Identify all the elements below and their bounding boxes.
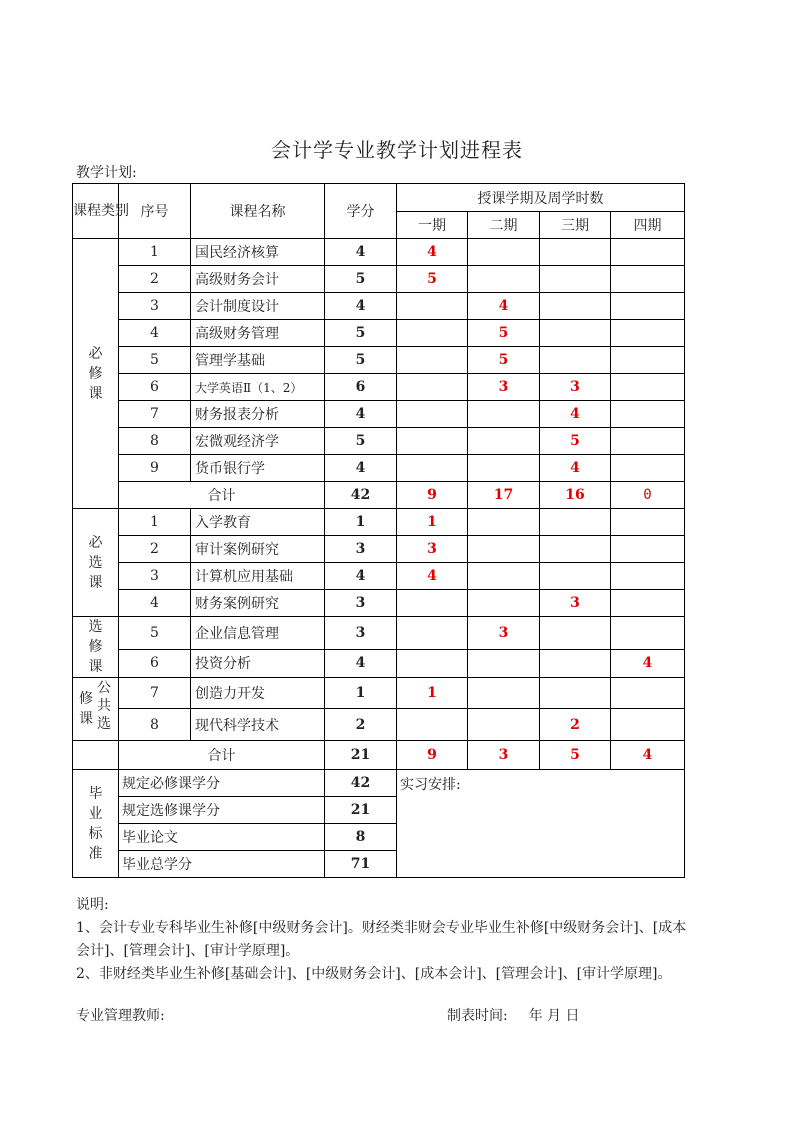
course-name: 计算机应用基础	[191, 563, 325, 590]
category-graduation	[73, 770, 119, 878]
course-term-4	[611, 455, 685, 482]
course-term-1	[397, 590, 468, 617]
course-row	[73, 455, 685, 482]
course-name: 大学英语Ⅱ（1、2）	[191, 374, 325, 401]
graduation-item-value: 8	[325, 824, 397, 851]
graduation-item-value: 71	[325, 851, 397, 878]
elective-total-t4: 4	[611, 741, 685, 770]
course-credit: 4	[325, 455, 397, 482]
course-index: 7	[119, 401, 191, 428]
course-term-4	[611, 617, 685, 650]
course-index: 9	[119, 455, 191, 482]
course-term-3	[540, 266, 611, 293]
required-total-t4: 0	[611, 482, 685, 509]
course-credit: 3	[325, 536, 397, 563]
required-total-t1: 9	[397, 482, 468, 509]
course-term-4	[611, 709, 685, 741]
course-term-1	[397, 617, 468, 650]
course-row	[73, 293, 685, 320]
course-credit: 4	[325, 649, 397, 677]
course-term-1	[397, 428, 468, 455]
course-term-4	[611, 293, 685, 320]
graduation-item-name: 毕业论文	[119, 824, 325, 851]
category-public-elective	[73, 678, 119, 741]
course-name: 投资分析	[191, 649, 325, 677]
course-row	[73, 239, 685, 266]
course-index: 6	[119, 374, 191, 401]
graduation-item-name: 规定必修课学分	[119, 770, 325, 797]
course-term-3	[540, 649, 611, 677]
header-term-1: 一期	[397, 212, 468, 239]
date-line	[447, 1005, 580, 1025]
category-elective-label: 选修课	[88, 619, 103, 675]
course-name: 管理学基础	[191, 347, 325, 374]
header-term-3: 三期	[540, 212, 611, 239]
course-term-2	[468, 590, 540, 617]
course-term-1	[397, 709, 468, 741]
course-term-2	[468, 536, 540, 563]
required-total-label: 合计	[119, 482, 325, 509]
course-index: 3	[119, 563, 191, 590]
course-name: 高级财务管理	[191, 320, 325, 347]
course-row	[73, 347, 685, 374]
course-term-4	[611, 374, 685, 401]
course-credit: 4	[325, 293, 397, 320]
elective-total-t3: 5	[540, 741, 611, 770]
elective-total-label: 合计	[119, 741, 325, 770]
course-index: 6	[119, 649, 191, 677]
course-term-3	[540, 320, 611, 347]
course-row	[73, 617, 685, 650]
course-credit: 1	[325, 678, 397, 709]
course-term-4	[611, 428, 685, 455]
course-term-3	[540, 536, 611, 563]
course-row	[73, 266, 685, 293]
internship-area: 实习安排:	[397, 770, 685, 878]
elective-total-blank	[73, 741, 119, 770]
plan-label: 教学计划:	[76, 165, 137, 181]
course-term-2	[468, 678, 540, 709]
course-term-4	[611, 239, 685, 266]
course-term-4	[611, 509, 685, 536]
header-terms-group: 授课学期及周学时数	[397, 184, 685, 212]
course-term-3	[540, 617, 611, 650]
course-term-3	[540, 239, 611, 266]
course-term-2	[468, 266, 540, 293]
course-term-2: 3	[468, 374, 540, 401]
category-required	[73, 239, 119, 509]
course-term-1: 4	[397, 563, 468, 590]
course-term-1: 1	[397, 678, 468, 709]
required-total-row	[73, 482, 685, 509]
course-term-4	[611, 401, 685, 428]
course-term-3: 3	[540, 590, 611, 617]
category-required-label: 必修课	[88, 345, 103, 402]
date-label: 制表时间:	[447, 1008, 508, 1024]
course-term-1	[397, 347, 468, 374]
course-term-3: 4	[540, 455, 611, 482]
plan-table	[72, 183, 685, 878]
course-term-2: 5	[468, 347, 540, 374]
course-term-2: 3	[468, 617, 540, 650]
course-index: 1	[119, 509, 191, 536]
course-term-1: 3	[397, 536, 468, 563]
course-term-1	[397, 320, 468, 347]
course-index: 5	[119, 617, 191, 650]
course-row	[73, 374, 685, 401]
course-term-2	[468, 563, 540, 590]
required-total-t3: 16	[540, 482, 611, 509]
course-row	[73, 509, 685, 536]
category-graduation-label: 毕业标准	[88, 785, 103, 862]
course-term-4	[611, 266, 685, 293]
header-name: 课程名称	[191, 184, 325, 239]
course-name: 宏微观经济学	[191, 428, 325, 455]
course-name: 高级财务会计	[191, 266, 325, 293]
course-row	[73, 649, 685, 677]
course-term-3: 5	[540, 428, 611, 455]
course-credit: 4	[325, 401, 397, 428]
course-term-2	[468, 649, 540, 677]
graduation-row	[73, 770, 685, 797]
required-total-t2: 17	[468, 482, 540, 509]
course-term-3: 3	[540, 374, 611, 401]
course-term-2	[468, 239, 540, 266]
course-index: 8	[119, 709, 191, 741]
course-term-2	[468, 428, 540, 455]
course-term-3	[540, 563, 611, 590]
course-term-4	[611, 678, 685, 709]
course-row	[73, 590, 685, 617]
course-name: 创造力开发	[191, 678, 325, 709]
course-term-3: 2	[540, 709, 611, 741]
elective-total-credit: 21	[325, 741, 397, 770]
category-required-elective-label: 必选课	[88, 534, 103, 591]
course-name: 会计制度设计	[191, 293, 325, 320]
course-term-4	[611, 320, 685, 347]
elective-total-t2: 3	[468, 741, 540, 770]
course-term-2: 4	[468, 293, 540, 320]
course-term-1: 4	[397, 239, 468, 266]
category-public-elective-inner: 公共选	[97, 680, 111, 732]
course-row	[73, 320, 685, 347]
course-index: 4	[119, 590, 191, 617]
required-total-credit: 42	[325, 482, 397, 509]
course-term-1: 1	[397, 509, 468, 536]
course-credit: 6	[325, 374, 397, 401]
course-row	[73, 401, 685, 428]
course-credit: 1	[325, 509, 397, 536]
elective-total-t1: 9	[397, 741, 468, 770]
graduation-item-name: 规定选修课学分	[119, 797, 325, 824]
notes-line-1: 1、会计专业专科毕业生补修[中级财务会计]。财经类非财会专业毕业生补修[中级财务会计]、[成本会计]、[管理会计]、[审计学原理]。	[76, 920, 687, 959]
course-credit: 5	[325, 428, 397, 455]
graduation-item-value: 21	[325, 797, 397, 824]
course-index: 7	[119, 678, 191, 709]
notes	[76, 894, 688, 986]
category-required-elective	[73, 509, 119, 617]
category-public-elective-label	[73, 679, 117, 739]
header-row	[73, 184, 685, 212]
course-credit: 4	[325, 239, 397, 266]
course-name: 货币银行学	[191, 455, 325, 482]
course-index: 3	[119, 293, 191, 320]
course-row	[73, 563, 685, 590]
course-credit: 5	[325, 266, 397, 293]
category-elective	[73, 617, 119, 678]
header-credit: 学分	[325, 184, 397, 239]
notes-heading: 说明:	[76, 897, 109, 913]
course-term-4	[611, 590, 685, 617]
course-credit: 4	[325, 563, 397, 590]
course-row	[73, 709, 685, 741]
course-credit: 5	[325, 320, 397, 347]
course-credit: 3	[325, 590, 397, 617]
course-index: 5	[119, 347, 191, 374]
course-index: 2	[119, 536, 191, 563]
graduation-item-name: 毕业总学分	[119, 851, 325, 878]
course-credit: 3	[325, 617, 397, 650]
course-term-1	[397, 374, 468, 401]
course-index: 8	[119, 428, 191, 455]
course-term-3	[540, 293, 611, 320]
course-term-2	[468, 509, 540, 536]
course-row	[73, 428, 685, 455]
course-term-1	[397, 649, 468, 677]
course-term-1: 5	[397, 266, 468, 293]
teacher-label: 专业管理教师:	[76, 1008, 165, 1024]
course-term-1	[397, 401, 468, 428]
course-index: 4	[119, 320, 191, 347]
course-term-3	[540, 347, 611, 374]
notes-line-2: 2、非财经类毕业生补修[基础会计]、[中级财务会计]、[成本会计]、[管理会计]、[审计学原理]。	[76, 966, 672, 982]
course-name: 财务报表分析	[191, 401, 325, 428]
category-public-elective-outer: 修课	[79, 691, 93, 727]
course-term-1	[397, 455, 468, 482]
page-title: 会计学专业教学计划进程表	[271, 138, 523, 162]
course-term-4	[611, 347, 685, 374]
header-category: 课程类别	[73, 184, 119, 239]
course-credit: 2	[325, 709, 397, 741]
course-term-3: 4	[540, 401, 611, 428]
course-index: 1	[119, 239, 191, 266]
course-credit: 5	[325, 347, 397, 374]
course-name: 国民经济核算	[191, 239, 325, 266]
course-name: 企业信息管理	[191, 617, 325, 650]
date-value: 年 月 日	[528, 1008, 580, 1024]
header-term-4: 四期	[611, 212, 685, 239]
graduation-item-value: 42	[325, 770, 397, 797]
course-term-2	[468, 401, 540, 428]
course-term-2	[468, 709, 540, 741]
course-name: 现代科学技术	[191, 709, 325, 741]
course-term-1	[397, 293, 468, 320]
course-term-2	[468, 455, 540, 482]
course-term-4	[611, 563, 685, 590]
course-row	[73, 536, 685, 563]
header-term-2: 二期	[468, 212, 540, 239]
course-name: 审计案例研究	[191, 536, 325, 563]
course-term-4: 4	[611, 649, 685, 677]
course-term-4	[611, 536, 685, 563]
course-term-3	[540, 509, 611, 536]
course-row	[73, 678, 685, 709]
course-name: 财务案例研究	[191, 590, 325, 617]
course-term-3	[540, 678, 611, 709]
course-index: 2	[119, 266, 191, 293]
course-term-2: 5	[468, 320, 540, 347]
header-index: 序号	[119, 184, 191, 239]
elective-total-row	[73, 741, 685, 770]
course-name: 入学教育	[191, 509, 325, 536]
